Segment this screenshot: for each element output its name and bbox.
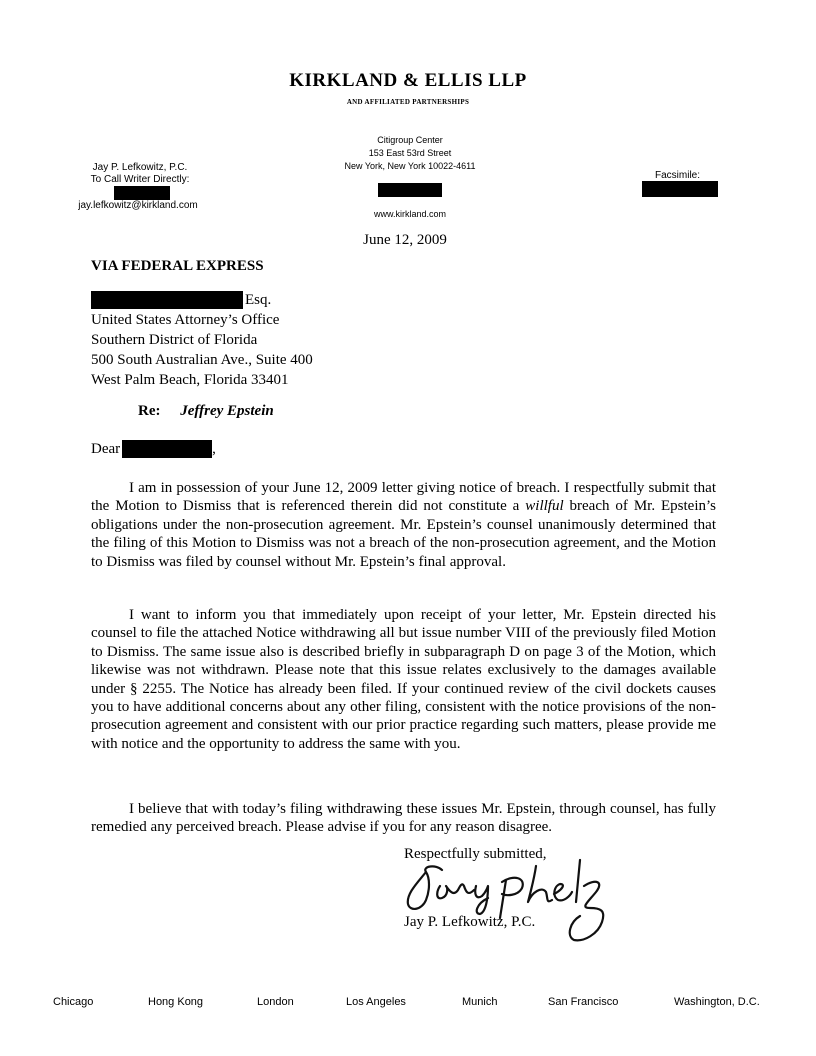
firm-name: KIRKLAND & ELLIS LLP xyxy=(289,70,527,91)
fax-label: Facsimile: xyxy=(655,170,701,181)
recipient-address xyxy=(91,290,313,390)
body-paragraph-3: I believe that with today’s filing withdrawing these issues Mr. Epstein, through counsel, has fully remedied any perceived breach. Please advise if you for any reason disagree. xyxy=(91,801,716,836)
address-line: New York, New York 10022-4611 xyxy=(344,161,476,171)
recipient-line: Southern District of Florida xyxy=(91,332,258,348)
address-line: Citigroup Center xyxy=(377,135,443,145)
recipient-line: 500 South Australian Ave., Suite 400 xyxy=(91,352,313,368)
paragraph-text: I am in possession of your June 12, 2009 letter giving notice of breach. I respectfully submit that the Motion to Dismiss that is referenced therein did not constitute a xyxy=(91,480,716,515)
body-paragraph-1 xyxy=(91,479,716,571)
office-locations xyxy=(0,996,816,1010)
firm-website[interactable]: www.kirkland.com xyxy=(373,209,447,219)
subject-value: Jeffrey Epstein xyxy=(180,403,274,419)
handwritten-signature xyxy=(396,852,616,948)
office-location: London xyxy=(257,996,294,1008)
writer-call-label: To Call Writer Directly: xyxy=(90,174,190,185)
office-location: Munich xyxy=(462,996,498,1008)
office-location: San Francisco xyxy=(548,996,619,1008)
emphasis-text: willful xyxy=(525,498,564,515)
address-line: 153 East 53rd Street xyxy=(368,148,452,158)
redaction-bar xyxy=(122,440,212,458)
salutation xyxy=(91,440,216,458)
recipient-suffix: Esq. xyxy=(245,292,272,308)
writer-email[interactable]: jay.lefkowitz@kirkland.com xyxy=(78,200,198,211)
redaction-bar xyxy=(378,183,442,197)
writer-name: Jay P. Lefkowitz, P.C. xyxy=(92,162,188,173)
recipient-line: West Palm Beach, Florida 33401 xyxy=(91,372,289,388)
office-location: Washington, D.C. xyxy=(674,996,760,1008)
office-location: Hong Kong xyxy=(148,996,204,1008)
redaction-bar xyxy=(642,181,718,197)
signer-name: Jay P. Lefkowitz, P.C. xyxy=(404,914,536,930)
body-paragraph-2: I want to inform you that immediately upon receipt of your letter, Mr. Epstein directed his counsel to file the attached Notice withdrawing all but issue number VIII of the previously filed Motion to Dismiss. The same issue also is described briefly in subparagraph D on page 3 of the Motion, which likewise was not withdrawn. Please note that this issue relates exclusively to the damages available under § 2255. The Notice has already been filed. If your continued review of the civil dockets causes you to have additional concerns about any other filing, consistent with the notice provisions of the non-prosecution agreement and consistent with our prior practice regarding such matters, please provide me with notice and the opportunity to address the same with you. xyxy=(91,607,716,752)
writer-info xyxy=(60,162,220,186)
subject-label: Re: xyxy=(138,403,161,419)
subject-line xyxy=(138,403,274,420)
redaction-bar xyxy=(91,291,243,309)
delivery-method: VIA FEDERAL EXPRESS xyxy=(91,258,264,274)
salutation-prefix: Dear xyxy=(91,440,121,457)
office-location: Los Angeles xyxy=(346,996,406,1008)
letter-date: June 12, 2009 xyxy=(363,232,447,248)
closing: Respectfully submitted, xyxy=(404,846,547,862)
redaction-bar xyxy=(114,186,170,200)
salutation-suffix: , xyxy=(212,440,216,457)
firm-subtitle: AND AFFILIATED PARTNERSHIPS xyxy=(346,98,470,106)
recipient-line: United States Attorney’s Office xyxy=(91,312,280,328)
paragraph-text: breach of Mr. Epstein’s obligations under the non-prosecution agreement. Mr. Epstein’s counsel unanimously determined that the filing of this Motion to Dismiss was not a breach of the non-prosecution agreement, and the Motion to Dismiss was filed by counsel without Mr. Epstein’s final approval. xyxy=(91,498,716,570)
firm-address xyxy=(300,134,520,173)
office-location: Chicago xyxy=(53,996,94,1008)
recipient-name-line xyxy=(91,290,313,310)
